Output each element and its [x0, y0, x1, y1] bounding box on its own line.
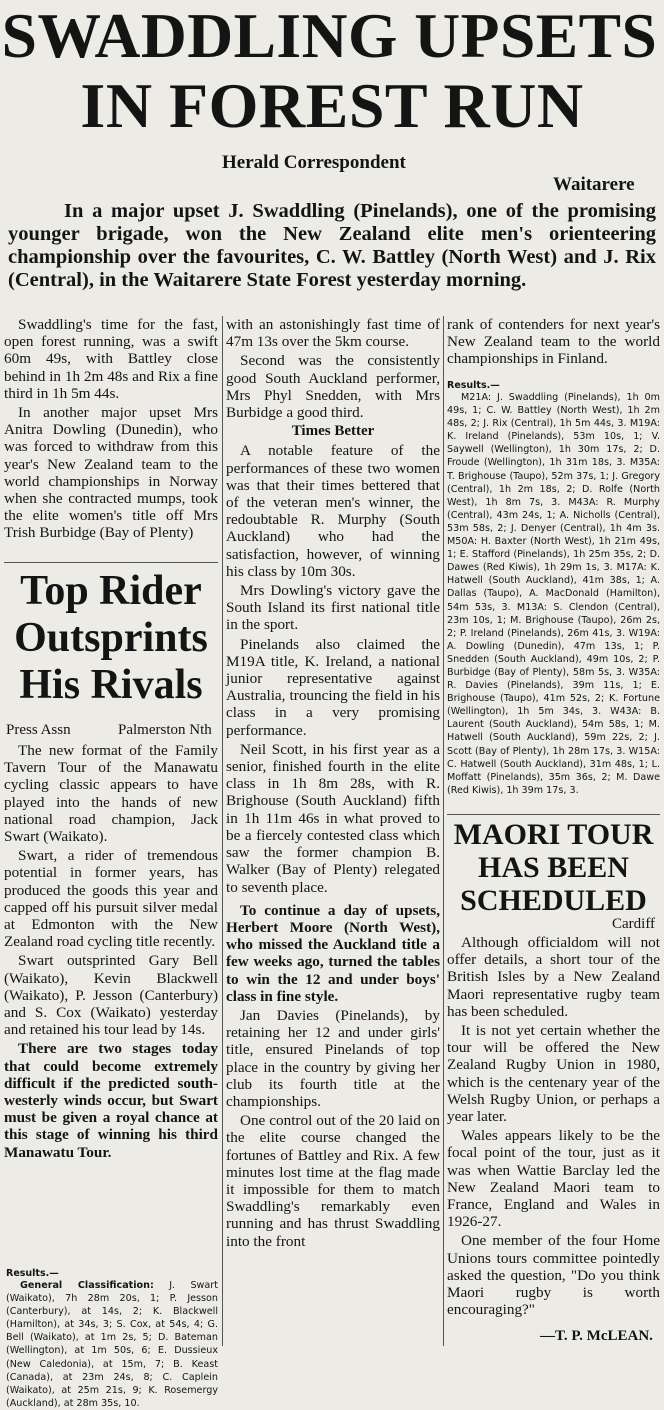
paragraph: In another major upset Mrs Anitra Dowling (Dunedin), who was forced to withdraw from this year's New Zealand team to the world championships in Norway when she contracted mumps, took the elite women's title off Mrs Trish Burbidge (Bay of Plenty) — [4, 404, 218, 542]
main-story-col2 — [226, 316, 440, 1348]
cycling-results — [6, 1268, 218, 1409]
maori-body — [447, 934, 660, 1330]
paragraph: The new format of the Family Tavern Tour of the Manawatu cycling classic appears to have played into the hands of new national road champion, Jack Swart (Waikato). — [4, 742, 218, 846]
column-rule — [443, 316, 444, 1346]
results-text: J. Swart (Waikato), 7h 28m 20s, 1; P. Jesson (Canterbury), at 14s, 2; K. Blackwell (Hamilton), at 34s, 3; S. Cox, at 54s, 4; G. Bell (Waikato), at 1m 2s, 5; D. Bateman (Wellington), at 1m 50s, 6; E. Dussieux (New Caledonia), at 15m, 7; B. Keast (Canada), at 23m 24s, 8; C. Caplein (Waikato), at 25m 21s, 9; K. Rosemergy (Auckland), at 28m 35s, 10. — [6, 1280, 218, 1409]
cycling-headline — [4, 568, 218, 722]
main-headline-line-2: IN FOREST RUN — [80, 70, 584, 141]
cycling-attribution-agency: Press Assn — [6, 722, 71, 738]
dateline: Waitarere — [553, 174, 635, 195]
paragraph: Swart outsprinted Gary Bell (Waikato), Kevin Blackwell (Waikato), P. Jesson (Canterbury) and S. Cox (Waikato) yesterday and retained his tour lead by 14s. — [4, 952, 218, 1039]
results-label: Results.— — [6, 1268, 59, 1279]
cycling-body — [4, 742, 218, 1267]
paragraph: Mrs Dowling's victory gave the South Island its first national title in the sport. — [226, 582, 440, 634]
paragraph: Neil Scott, in his first year as a senior, finished fourth in the elite class in 1h 8m 28s, with R. Brighouse (South Auckland) fifth in 1h 11m 46s in what proved to be a fiercely contested class which saw the former champion B. Walker (Bay of Plenty) relegated to seventh place. — [226, 740, 440, 896]
maori-headline — [447, 818, 660, 918]
results-label: Results.— — [447, 380, 500, 391]
results-text: M21A: J. Swaddling (Pinelands), 1h 0m 49s, 1; C. W. Battley (North West), 1h 2m 48s, 2; J. Rix (Central), 1h 5m 44s, 3. M19A: K. Ireland (Pinelands), 53m 10s, 1; V. Saywell (Wellington), 1h 30m 17s, 2; D. Froude (Wellington), 1h 31m 18s, 3. M35A: T. Brighouse (Taupo), 52m 37s, 1; J. Gregory (Central), 1h 2m 18s, 2; D. Rolfe (North West), 1h 8m 7s, 3. M43A: R. Murphy (Central), 43m 24s, 1; A. Nicholls (Central), 53m 58s, 2; J. Denyer (Central), 1h 4m 3s. M50A: H. Baxter (North West), 1h 21m 49s, 1; E. Stafford (Pinelands), 1h 25m 35s, 2; D. Dawes (Red Kiwis), 1h 29m 1s, 3. M17A: K. Hatwell (South Auckland), 41m 38s, 1; A. Dallas (Taupo), A. MacDonald (Hamilton), 54m 53s, 3. M13A: S. Clendon (Central), 23m 10s, 1; M. Brighouse (Taupo), 26m 2s, 2; P. Ireland (Pinelands), 26m 41s, 3. W19A: A. Dowling (Dunedin), 47m 13s, 1; P. Snedden (South Auckland), 49m 10s, 2; P. Burbidge (Bay of Plenty), 58m 5s, 3. W35A: R. Davies (Pinelands), 39m 11s, 1; E. Brighouse (Taupo), 41m 52s, 2; K. Fortune (Wellington), 1h 5m 34s, 3. W43A: B. Laurent (South Auckland), 54m 58s, 1; M. Hatwell (South Auckland), 59m 22s, 2; J. Scott (Bay of Plenty), 1h 28m 17s, 3. W15A: C. Hatwell (South Auckland), 31m 48s, 1; L. Moffatt (Pinelands), 35m 36s, 2; M. Dawe (Red Kiwis), 1h 39m 17s, 3. — [447, 392, 660, 796]
cycling-headline-line: Top Rider — [20, 568, 202, 614]
maori-headline-line: MAORI TOUR — [453, 818, 654, 851]
paragraph: Swaddling's time for the fast, open forest running, was a swift 60m 49s, with Battley close behind in 1h 2m 48s and Rix a fine third in 1h 5m 44s. — [4, 316, 218, 402]
maori-signature: —T. P. McLEAN. — [540, 1328, 653, 1344]
lead-paragraph — [8, 200, 656, 292]
paragraph: One control out of the 20 laid on the elite course changed the fortunes of Battley and Rix. A few minutes lost time at the flag made it impossible for them to match Swaddling's remarkably even running and has thrust Swaddling into the front — [226, 1112, 440, 1250]
main-headline-line-1: SWADDLING UPSETS — [1, 0, 658, 71]
paragraph: To continue a day of upsets, Herbert Moore (North West), who missed the Auckland title a few weeks ago, turned the tables to win the 12 and under boys' class in fine style. — [226, 901, 440, 1005]
maori-headline-line: SCHEDULED — [460, 884, 647, 917]
maori-dateline: Cardiff — [612, 916, 656, 932]
story-divider — [447, 814, 660, 815]
paragraph: It is not yet certain whether the tour will be offered the New Zealand Rugby Union in 1980, which is the centenary year of the Welsh Rugby Union, or perhaps a year later. — [447, 1022, 660, 1126]
maori-headline-line: HAS BEEN — [478, 851, 629, 884]
column-rule — [222, 316, 223, 1346]
main-headline — [0, 0, 664, 141]
main-story-col1 — [4, 316, 218, 558]
paragraph: Second was the consistently good South Auckland performer, Mrs Phyl Snedden, with Mrs Burbidge a good third. — [226, 352, 440, 422]
cycling-headline-line: His Rivals — [19, 662, 203, 708]
paragraph: rank of contenders for next year's New Zealand team to the world championships in Finland. — [447, 316, 660, 368]
subhead: Times Better — [291, 423, 375, 440]
cycling-headline-line: Outsprints — [14, 615, 208, 661]
paragraph: There are two stages today that could become extremely difficult if the predicted south-westerly winds occur, but Swart must be given a royal chance at this stage of winning his third Manawatu Tour. — [4, 1040, 218, 1161]
byline: Herald Correspondent — [222, 152, 406, 173]
cycling-attribution-place: Palmerston Nth — [118, 722, 212, 738]
paragraph: Swart, a rider of tremendous potential in former years, has produced the goods this year and capped off his pursuit silver medal at Edmonton with the New Zealand road cycling title recently. — [4, 847, 218, 951]
paragraph: One member of the four Home Unions tours committee pointedly asked the question, "Do you think Maori rugby is worth encouraging?" — [447, 1232, 660, 1319]
paragraph: with an astonishingly fast time of 47m 13s over the 5km course. — [226, 316, 440, 351]
orienteering-results — [447, 380, 660, 812]
main-story-col3 — [447, 316, 660, 378]
paragraph: A notable feature of the performances of these two women was that their times bettered that of the veteran men's winner, the redoubtable R. Murphy (South Auckland) who had the satisfaction, however, of winning his class by 10m 30s. — [226, 442, 440, 580]
paragraph: Although officialdom will not offer details, a short tour of the British Isles by a New Zealand Maori representative rugby team has been scheduled. — [447, 934, 660, 1020]
paragraph: Jan Davies (Pinelands), by retaining her 12 and under girls' title, ensured Pinelands of top place in the country by giving her club its fourth title at the championships. — [226, 1006, 440, 1110]
paragraph: Pinelands also claimed the M19A title, K. Ireland, a national junior representative against Australia, trouncing the field in his class in a very promising performance. — [226, 635, 440, 739]
story-divider — [4, 562, 218, 563]
paragraph: Wales appears likely to be the focal point of the tour, just as it was when Wattie Barclay led the New Zealand Maori team to France, England and Wales in 1926-27. — [447, 1127, 660, 1231]
results-sublabel: General Classification: — [20, 1280, 154, 1291]
lead-text: In a major upset J. Swaddling (Pinelands), one of the promising younger brigade, won the New Zealand elite men's orienteering championship over the favourites, C. W. Battley (North West) and J. Rix (Central), in the Waitarere State Forest yesterday morning. — [8, 200, 656, 291]
